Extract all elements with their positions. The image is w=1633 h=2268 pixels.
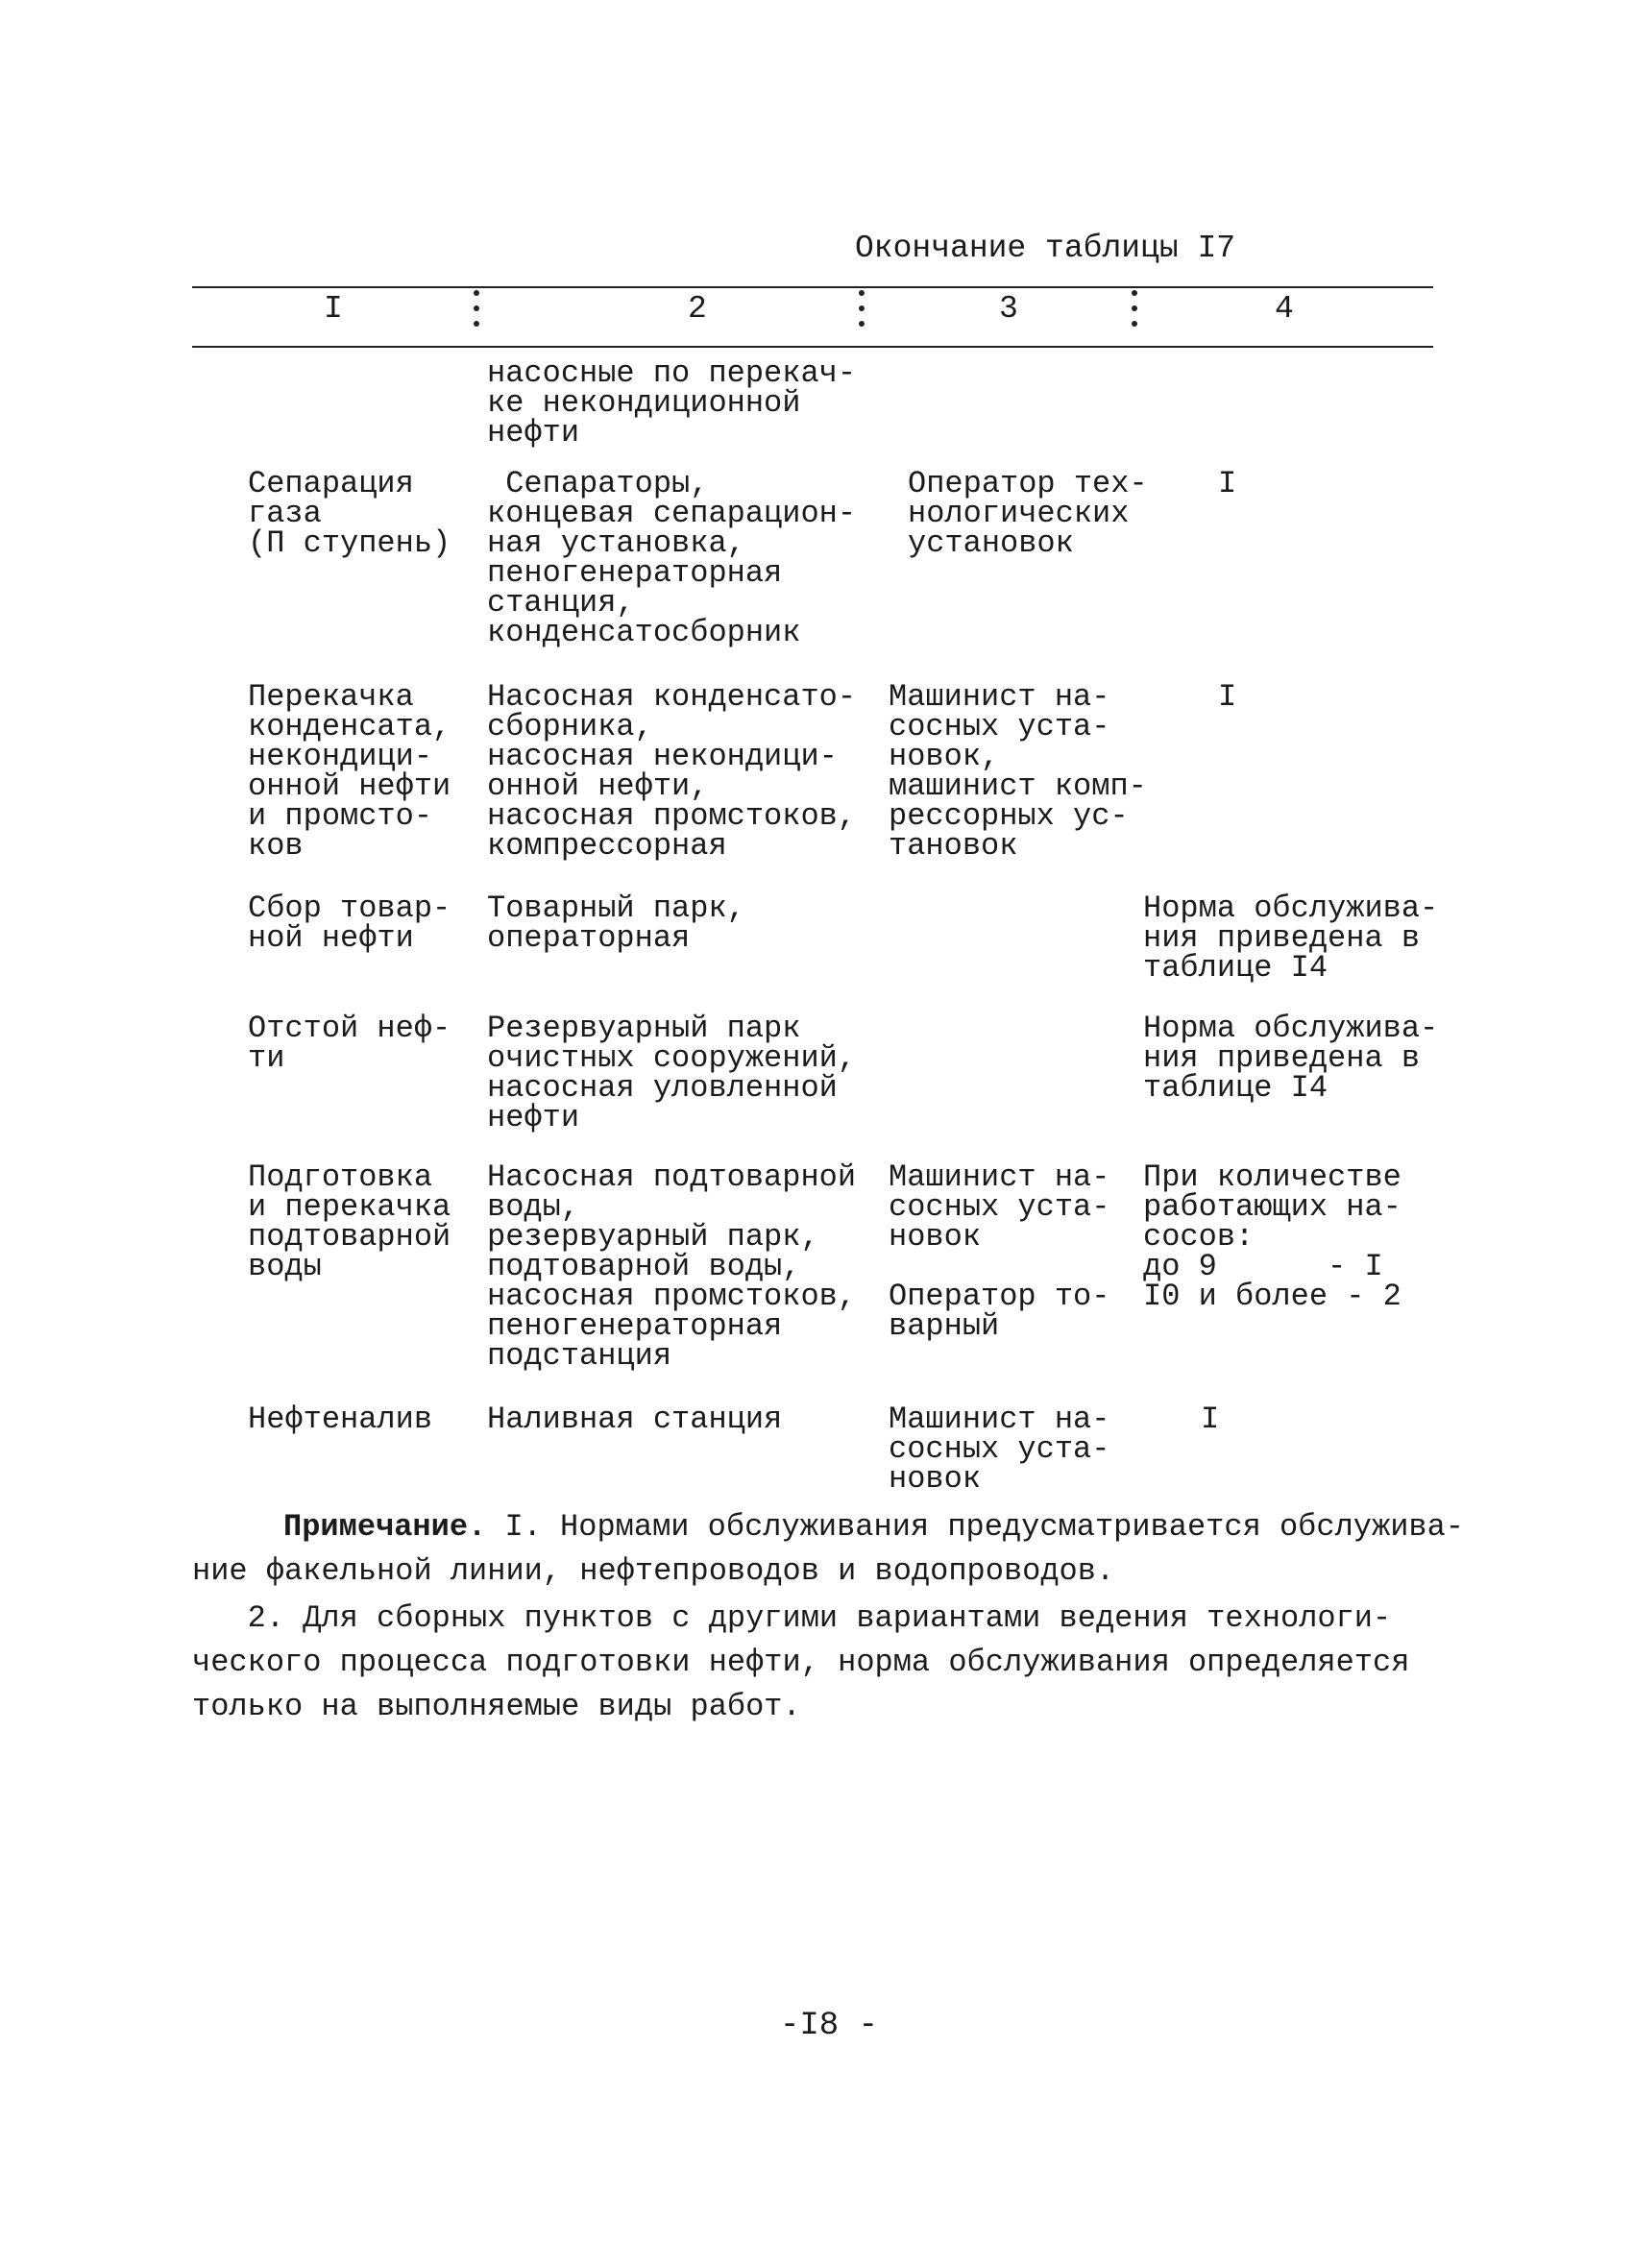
note-2: 2. Для сборных пунктов с другими вариантами ведения технологи- (192, 1600, 1392, 1636)
header-col-1: I (324, 291, 343, 327)
page-number: -I8 - (780, 2008, 879, 2044)
cell-facility: Резервуарный парк очистных сооружений, насосная уловленной нефти (487, 1011, 857, 1135)
cell-facility: Сепараторы, концевая сепарацион- ная установка, пеногенераторная станция, конденсатосборник (487, 466, 857, 650)
cell-process: Перекачка конденсата, некондици- онной нефти и промсто- ков (248, 679, 451, 864)
cell-norm: I (1201, 1402, 1220, 1437)
cell-facility: Насосная конденсато- сборника, насосная некондици- онной нефти, насосная промстоков, компрессорная (487, 679, 857, 864)
header-separator (473, 290, 480, 342)
header-col-2: 2 (688, 291, 707, 327)
table-top-rule (192, 286, 1433, 288)
cell-norm: При количестве работающих на- сосов: до 9 - I I0 и более - 2 (1143, 1159, 1401, 1314)
cell-norm: I (1218, 679, 1237, 715)
header-col-3: 3 (999, 291, 1018, 327)
note-label: Примечание. (283, 1509, 487, 1545)
header-col-4: 4 (1275, 291, 1294, 327)
cell-profession: Машинист на- сосных уста- новок, машинист комп- рессорных ус- тановок (889, 679, 1147, 864)
table-header-rule (192, 346, 1433, 348)
note-1 (192, 1505, 1464, 1549)
note-1-continuation: ние факельной линии, нефтепроводов и водопроводов. (192, 1553, 1115, 1589)
note-2-continuation: ческого процесса подготовки нефти, норма обслуживания определяется (192, 1645, 1410, 1680)
cell-norm: Норма обслужива- ния приведена в таблице I4 (1143, 890, 1439, 986)
cell-profession: Машинист на- сосных уста- новок (889, 1402, 1110, 1497)
note-1-text: I. Нормами обслуживания предусматривается обслужива- (486, 1509, 1464, 1545)
cell-process: Сбор товар- ной нефти (248, 890, 451, 956)
table-caption: Окончание таблицы I7 (855, 231, 1236, 266)
cell-facility: Наливная станция (487, 1402, 783, 1437)
header-separator (1131, 290, 1138, 342)
cell-process: Отстой неф- ти (248, 1011, 451, 1076)
cell-process: Сепарация газа (П ступень) (248, 466, 451, 561)
cell-process: Нефтеналив (248, 1402, 433, 1437)
header-separator (858, 290, 865, 342)
cell-profession: Оператор тех- нологических установок (908, 466, 1148, 561)
note-2-continuation: только на выполняемые виды работ. (192, 1689, 801, 1724)
cell-facility: Насосная подтоварной воды, резервуарный парк, подтоварной воды, насосная промстоков, пеногенераторная подстанция (487, 1159, 857, 1374)
cell-facility: насосные по перекач- ке некондиционной нефти (487, 355, 857, 451)
cell-norm: I (1218, 466, 1237, 501)
cell-process: Подготовка и перекачка подтоварной воды (248, 1159, 451, 1284)
cell-profession: Машинист на- сосных уста- новок Оператор то- варный (889, 1159, 1110, 1344)
cell-norm: Норма обслужива- ния приведена в таблице I4 (1143, 1011, 1439, 1106)
cell-facility: Товарный парк, операторная (487, 890, 745, 956)
